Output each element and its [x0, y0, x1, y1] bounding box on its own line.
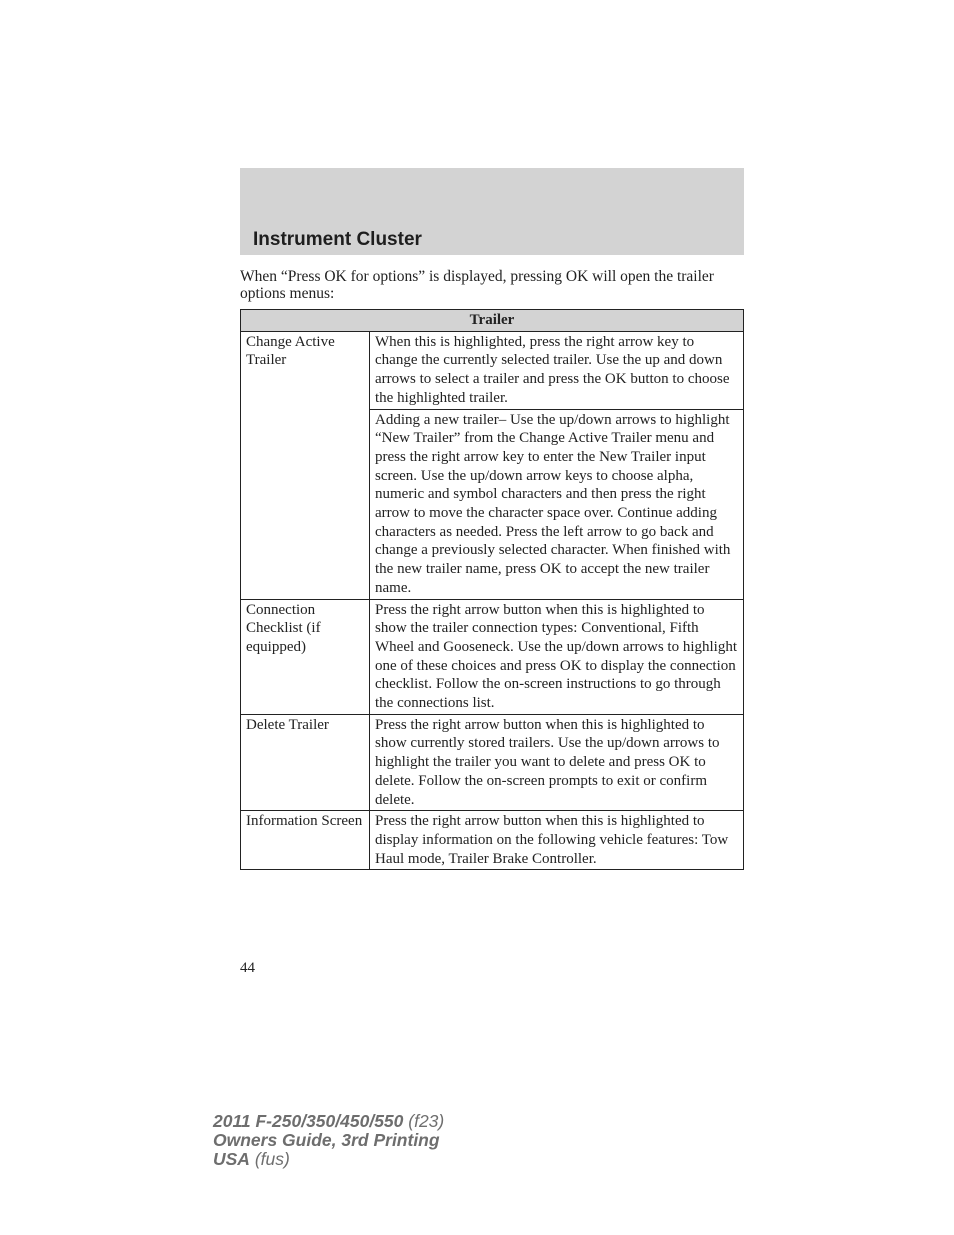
trailer-options-table — [240, 309, 744, 870]
intro-paragraph: When “Press OK for options” is displayed, pressing OK will open the trailer options menus: — [240, 268, 714, 302]
row-label: Delete Trailer — [241, 714, 370, 811]
row-description: Press the right arrow button when this is highlighted to show the trailer connection types: Conventional, Fifth Wheel and Gooseneck. Use the up/down arrows to highlight one of these choices and press OK to display the connection checklist. Follow the on-screen instructions to go through the connections list. — [370, 599, 744, 714]
row-label: Information Screen — [241, 811, 370, 870]
row-description: Adding a new trailer– Use the up/down arrows to highlight “New Trailer” from the Change Active Trailer menu and press the right arrow key to enter the New Trailer input screen. Use the up/down arrow keys to choose alpha, numeric and symbol characters and then press the right arrow to move the character space over. Continue adding characters as needed. Press the left arrow to go back and change a previously selected character. When finished with the new trailer name, press OK to accept the new trailer name. — [370, 409, 744, 599]
document-footer — [213, 1112, 444, 1169]
row-description: Press the right arrow button when this is highlighted to display information on the following vehicle features: Tow Haul mode, Trailer Brake Controller. — [370, 811, 744, 870]
row-label: Connection Checklist (if equipped) — [241, 599, 370, 714]
table-row — [241, 599, 744, 714]
footer-line-edition: Owners Guide, 3rd Printing — [213, 1130, 440, 1150]
row-label: Change Active Trailer — [241, 331, 370, 599]
table-row — [241, 331, 744, 409]
row-description: When this is highlighted, press the right arrow key to change the currently selected trailer. Use the up and down arrows to select a trailer and press the OK button to choose the highlighted trailer. — [370, 331, 744, 409]
table-row — [241, 714, 744, 811]
footer-line-model: 2011 F-250/350/450/550 (f23) — [213, 1111, 445, 1131]
row-description: Press the right arrow button when this is highlighted to show currently stored trailers. Use the up/down arrows to highlight the trailer you want to delete and press OK to delete. Follow the on-screen prompts to exit or confirm delete. — [370, 714, 744, 811]
footer-line-market: USA (fus) — [213, 1149, 290, 1169]
table-row — [241, 811, 744, 870]
section-header — [240, 168, 744, 255]
table-heading: Trailer — [241, 310, 744, 332]
page-number: 44 — [240, 960, 255, 976]
section-title: Instrument Cluster — [253, 229, 422, 250]
table-header-row — [241, 310, 744, 332]
